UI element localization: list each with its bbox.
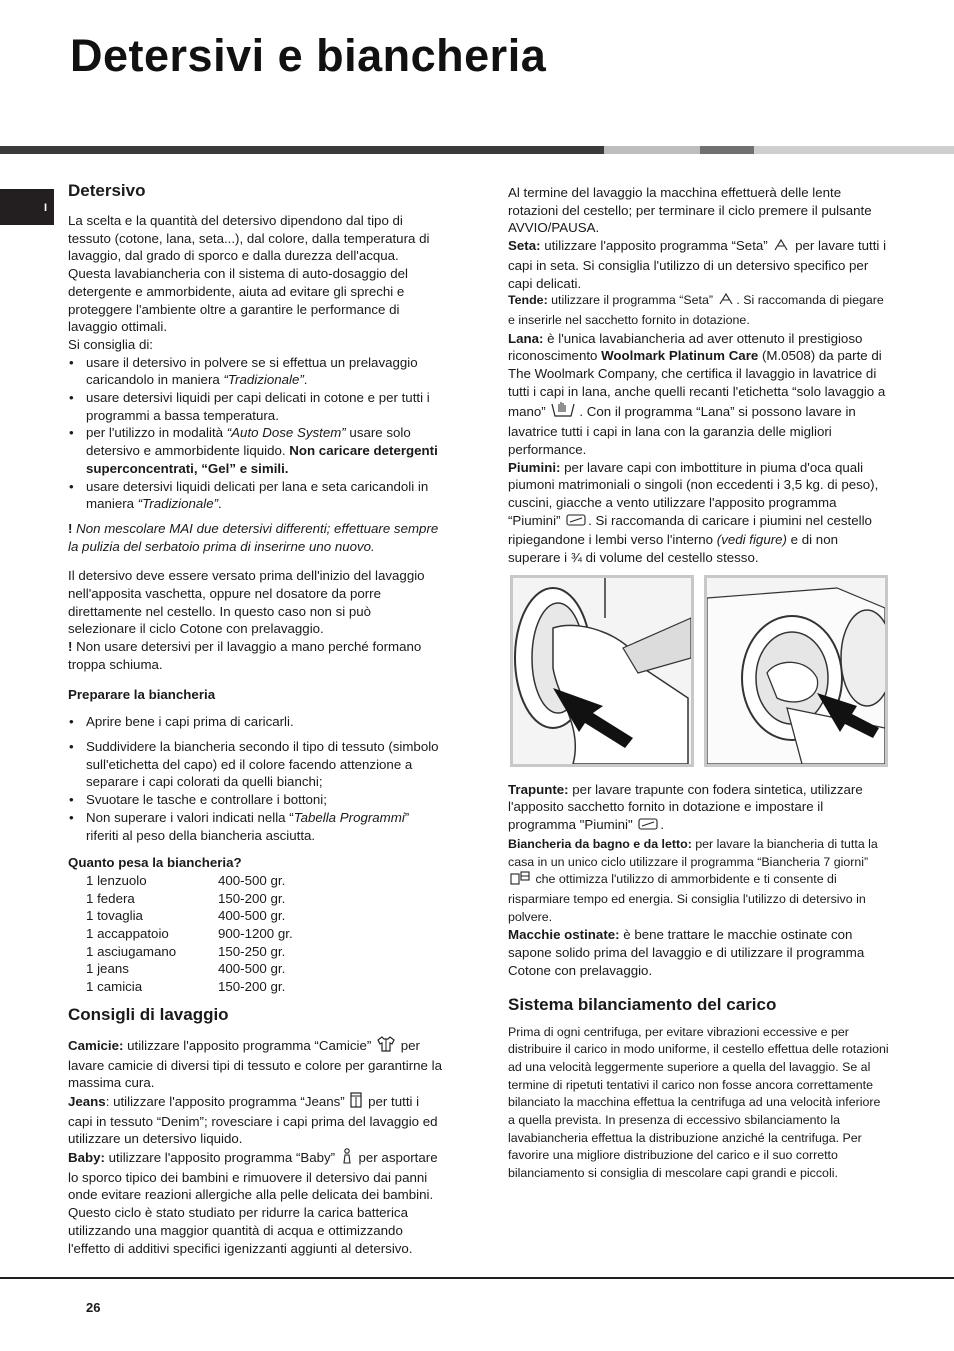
paragraph-trapunte: Trapunte: per lavare trapunte con fodera sintetica, utilizzare l'apposito sacchetto fornito in dotazione e impostare il programma "Piumini" . <box>508 781 890 836</box>
table-row <box>68 978 442 996</box>
right-column <box>508 184 890 1183</box>
item-name: 1 tovaglia <box>86 908 143 924</box>
silk-icon <box>773 238 789 257</box>
warning-text: ! Non mescolare MAI due detersivi differenti; effettuare sempre la pulizia del serbatoio prima di inserirne uno nuovo. <box>68 520 439 554</box>
section-heading-sistema: Sistema bilanciamento del carico <box>508 994 777 1014</box>
list-item: • usare detersivi liquidi delicati per lana e seta caricandoli in maniera “Tradizionale”. <box>68 478 442 513</box>
paragraph-tende: Tende: utilizzare il programma “Seta” . Si raccomanda di piegare e inserirle nel sacchetto fornito in dotazione. <box>508 293 884 327</box>
header-rule-dark <box>0 146 604 154</box>
baby-icon <box>341 1148 353 1169</box>
item-weight: 400-500 gr. <box>218 872 286 888</box>
paragraph-camicie: Camicie: utilizzare l'apposito programma “Camicie” per lavare camicie di diversi tipi di tessuto e colore per garantirne la massima cura. <box>68 1037 442 1091</box>
table-row <box>68 960 442 978</box>
paragraph-lana: Lana: è l'unica lavabiancheria ad aver ottenuto il prestigioso riconoscimento Woolmark Platinum Care (M.0508) da parte di The Woolmark Company, che certifica il lavaggio in lavatrice di tutti i capi in lana, anche quelli recanti l'etichetta “solo lavaggio a mano” . Con il programma “Lana” si possono lavare in lavatrice tutti i capi in lana con la garanzia delle migliori performance. <box>508 330 886 457</box>
figure-loading-duvet <box>510 575 694 767</box>
preparare-list <box>68 713 442 844</box>
table-row <box>68 943 442 961</box>
paragraph-seta: Seta: utilizzare l'apposito programma “Seta” per lavare tutti i capi in seta. Si consiglia l'utilizzo di un detersivo specifico per capi delicati. <box>508 238 887 291</box>
paragraph-bagno: Biancheria da bagno e da letto: per lavare la biancheria di tutta la casa in un unico ciclo utilizzare il programma “Biancheria 7 giorni” che ottimizza l'utilizzo di ammorbidente e ti consente di risparmiare tempo ed energia. Si consiglia l'utilizzo di detersivo in polvere. <box>508 836 878 924</box>
duvet-icon <box>566 513 586 532</box>
paragraph-sistema: Prima di ogni centrifuga, per evitare vibrazioni eccessive e per distribuire il carico in modo uniforme, il cestello effettua delle rotazioni ad una velocità leggermente superiore a quella del lavaggio. Se al termine di ripetuti tentativi il carico non fosse ancora correttamente bilanciato la macchina effettua la centrifuga ad una velocità inferiore a quella prevista. In presenza di eccessivo sbilanciamento la lavabiancheria effettua la distribuzione anziché la centrifuga. Per favorire una migliore distribuzione del carico e il suo corretto bilanciamento si consiglia di mescolare capi grandi e piccoli. <box>508 1024 889 1181</box>
paragraph: La scelta e la quantità del detersivo dipendono dal tipo di tessuto (cotone, lana, seta...), dal colore, dalla temperatura di lavaggio, dal grado di sporco e dalla durezza dell'acqua. <box>68 213 430 264</box>
list-item: • usare detersivi liquidi per capi delicati in cotone e per tutti i programmi a bassa temperatura. <box>68 389 442 424</box>
item-weight: 150-200 gr. <box>218 890 286 906</box>
subheading-preparare: Preparare la biancheria <box>68 686 216 702</box>
header-rule-gray <box>604 146 700 154</box>
page-title: Detersivi e biancheria <box>70 30 547 81</box>
detersivo-list <box>68 354 442 513</box>
bed-linen-icon <box>510 871 530 891</box>
paragraph: Si consiglia di: <box>68 336 153 352</box>
shirt-icon <box>377 1036 395 1057</box>
item-name: 1 asciugamano <box>86 943 177 959</box>
paragraph: Il detersivo deve essere versato prima dell'inizio del lavaggio nell'apposita vaschetta, oppure nel dosatore da porre direttamente nel cestello. In questo caso non si può selezionare il ciclo Cotone con prelavaggio. <box>68 568 425 637</box>
jeans-icon <box>350 1092 362 1113</box>
footer-rule <box>0 1277 954 1279</box>
duvet-icon <box>638 817 658 836</box>
item-weight: 900-1200 gr. <box>218 926 293 942</box>
item-name: 1 federa <box>86 890 135 906</box>
paragraph: Al termine del lavaggio la macchina effettuerà delle lente rotazioni del cestello; per terminare il ciclo premere il pulsante AVVIO/PAUSA. <box>508 185 872 236</box>
item-name: 1 accappatoio <box>86 926 169 942</box>
left-column <box>68 180 442 1257</box>
table-row <box>68 872 442 890</box>
header-rule-mid <box>700 146 754 154</box>
item-name: 1 camicia <box>86 979 143 995</box>
table-row <box>68 890 442 908</box>
loading-figures <box>510 575 890 771</box>
header-rule-light <box>754 146 954 154</box>
paragraph: Questa lavabiancheria con il sistema di auto-dosaggio del detergente e ammorbidente, aiuta ad evitare gli sprechi e proteggere l'ambiente oltre a garantire le performance di lavaggio ottimali. <box>68 266 409 335</box>
list-item: • Aprire bene i capi prima di caricarli. <box>68 713 442 731</box>
item-weight: 400-500 gr. <box>218 908 286 924</box>
language-tab <box>0 189 54 225</box>
list-item: • Suddividere la biancheria secondo il tipo di tessuto (simbolo sull'etichetta del capo) ed il colore facendo attenzione a separare i capi colorati da quelli bianchi; <box>68 738 442 791</box>
silk-icon <box>718 292 734 312</box>
list-item: • Non superare i valori indicati nella “Tabella Programmi” riferiti al peso della biancheria asciutta. <box>68 809 442 844</box>
item-name: 1 lenzuolo <box>86 872 147 888</box>
list-item: • per l'utilizzo in modalità “Auto Dose System” usare solo detersivo e ammorbidente liquido. Non caricare detergenti superconcentrati, “Gel” e simili. <box>68 424 442 477</box>
table-row <box>68 925 442 943</box>
item-weight: 150-200 gr. <box>218 979 286 995</box>
item-name: 1 jeans <box>86 961 129 977</box>
paragraph-baby: Baby: utilizzare l'apposito programma “Baby” per asportare lo sporco tipico dei bambini e rimuovere il detersivo dai panni onde evitare reazioni allergiche alla pelle delicata dei bambini. Questo ciclo è stato studiato per ridurre la carica batterica utilizzando una maggior quantità di acqua e ottimizzando l'effetto di additivi specifici igenizzanti aggiunti al detersivo. <box>68 1150 438 1256</box>
paragraph-piumini: Piumini: per lavare capi con imbottiture in piuma d'oca quali piumoni matrimoniali o singoli (non eccedenti i 3,5 kg. di peso), cuscini, giacche a vento utilizzare l'apposito programma “Piumini” . Si raccomanda di caricare i piumini nel cestello ripiegandone i lembi verso l'interno (vedi figure) e di non superare i ¾ di volume del cestello stesso. <box>508 459 879 566</box>
item-weight: 400-500 gr. <box>218 961 286 977</box>
warning-text: ! Non usare detersivi per il lavaggio a mano perché formano troppa schiuma. <box>68 639 422 672</box>
paragraph-jeans: Jeans: utilizzare l'apposito programma “Jeans” per tutti i capi in tessuto “Denim”; rovesciare i capi prima del lavaggio ed utilizzare un detersivo liquido. <box>68 1093 438 1147</box>
section-heading-consigli: Consigli di lavaggio <box>68 1004 229 1024</box>
page-number: 26 <box>86 1300 101 1315</box>
section-heading-detersivo: Detersivo <box>68 181 146 200</box>
list-item: • Svuotare le tasche e controllare i bottoni; <box>68 791 442 809</box>
figure-folding-duvet <box>704 575 888 767</box>
hand-wash-icon <box>551 400 577 423</box>
item-weight: 150-250 gr. <box>218 943 286 959</box>
weights-table <box>68 872 442 996</box>
subheading-peso: Quanto pesa la biancheria? <box>68 855 242 871</box>
paragraph-macchie: Macchie ostinate: è bene trattare le macchie ostinate con sapone solido prima del lavaggio e di utilizzare il programma Cotone con prelavaggio. <box>508 927 865 978</box>
list-item: • usare il detersivo in polvere se si effettua un prelavaggio caricandolo in maniera “Tradizionale”. <box>68 354 442 389</box>
table-row <box>68 907 442 925</box>
language-tab-letter: I <box>44 202 48 214</box>
